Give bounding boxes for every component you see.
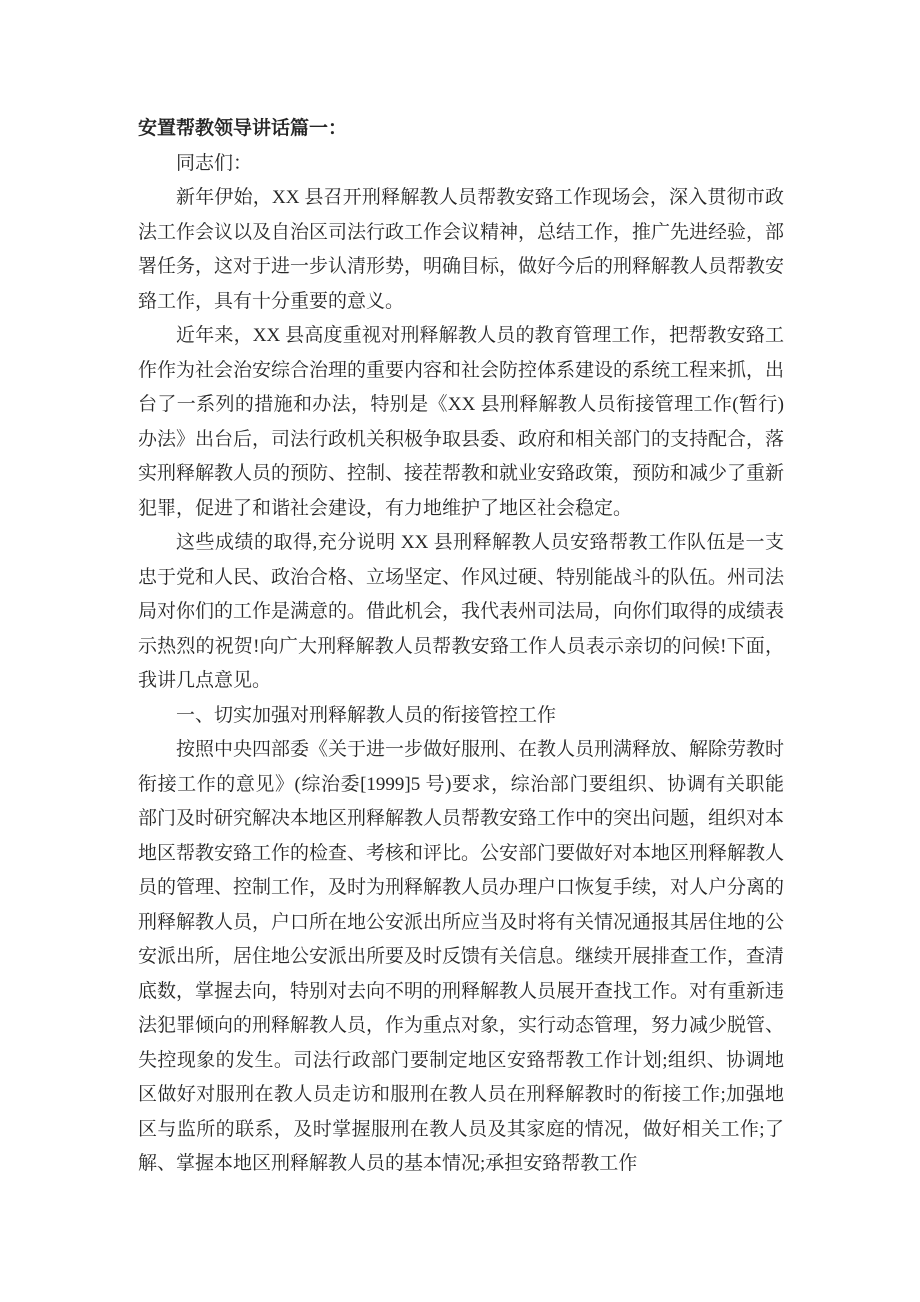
paragraph-achievements: 这些成绩的取得,充分说明 XX 县刑释解教人员安臵帮教工作队伍是一支忠于党和人民、政治合格、立场坚定、作风过硬、特别能战斗的队伍。州司法局对你们的工作是满意的。借此机会，我代表州司法局，向你们取得的成绩表示热烈的祝贺!向广大刑释解教人员帮教安臵工作人员表示亲切的问候!下面，我讲几点意见。 — [138, 532, 785, 691]
document-title: 安置帮教领导讲话篇一： — [138, 118, 348, 139]
document-page — [138, 112, 784, 1182]
section-heading-1: 一、切实加强对刑释解教人员的衔接管控工作 — [176, 704, 557, 726]
paragraph-section-1-body: 按照中央四部委《关于进一步做好服刑、在教人员刑满释放、解除劳教时衔接工作的意见》(综治委[1999]5 号)要求，综治部门要组织、协调有关职能部门及时研究解决本地区刑释解教人员帮教安臵工作中的突出问题，组织对本地区帮教安臵工作的检查、考核和评比。公安部门要做好对本地区刑释解教人员的管理、控制工作，及时为刑释解教人员办理户口恢复手续，对人户分离的刑释解教人员，户口所在地公安派出所应当及时将有关情况通报其居住地的公安派出所，居住地公安派出所要及时反馈有关信息。继续开展排查工作，查清底数，掌握去向，特别对去向不明的刑释解教人员展开查找工作。对有重新违法犯罪倾向的刑释解教人员，作为重点对象，实行动态管理，努力减少脱管、失控现象的发生。司法行政部门要制定地区安臵帮教工作计划;组织、协调地区做好对服刑在教人员走访和服刑在教人员在刑释解教时的衔接工作;加强地区与监所的联系，及时掌握服刑在教人员及其家庭的情况，做好相关工作;了解、掌握本地区刑释解教人员的基本情况;承担安臵帮教工作 — [138, 739, 785, 1174]
salutation: 同志们： — [176, 152, 253, 174]
paragraph-recent-years: 近年来，XX 县高度重视对刑释解教人员的教育管理工作，把帮教安臵工作作为社会治安综合治理的重要内容和社会防控体系建设的系统工程来抓，出台了一系列的措施和办法，特别是《XX 县刑释解教人员衔接管理工作(暂行)办法》出台后，司法行政机关积极争取县委、政府和相关部门的支持配合，落实刑释解教人员的预防、控制、接茬帮教和就业安臵政策，预防和减少了重新犯罪，促进了和谐社会建设，有力地维护了地区社会稳定。 — [138, 325, 785, 519]
paragraph-intro: 新年伊始，XX 县召开刑释解教人员帮教安臵工作现场会，深入贯彻市政法工作会议以及自治区司法行政工作会议精神，总结工作，推广先进经验，部署任务，这对于进一步认清形势，明确目标，做好今后的刑释解教人员帮教安臵工作，具有十分重要的意义。 — [138, 187, 785, 312]
